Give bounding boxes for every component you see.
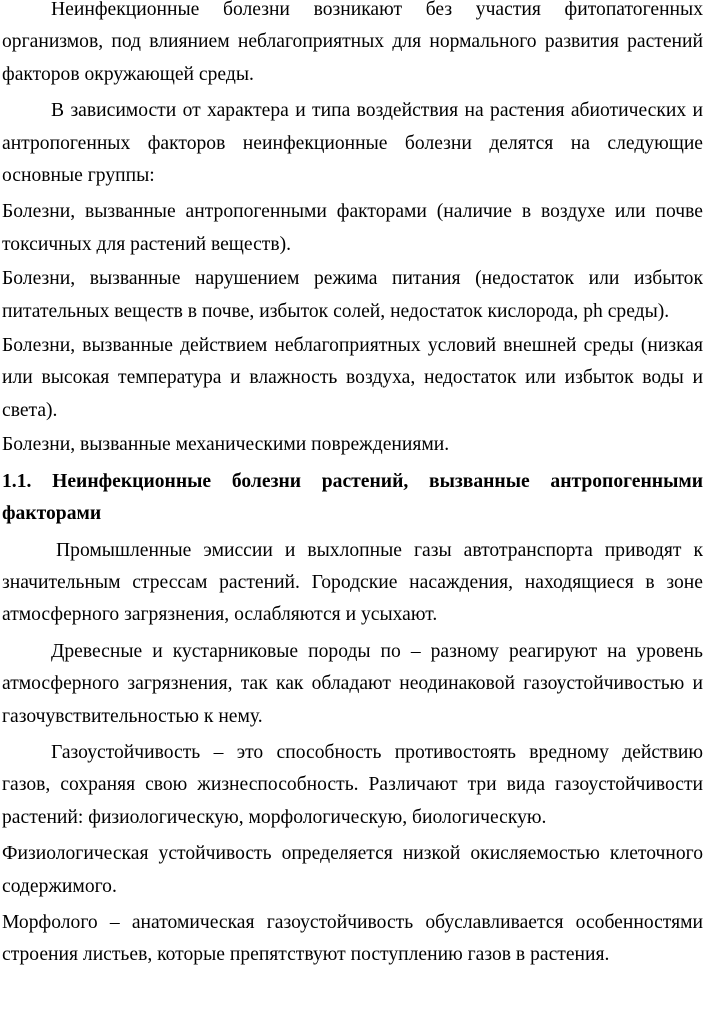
- paragraph-intro: Неинфекционные болезни возникают без участия фитопатогенных организмов, под влиянием неблагоприятных для нормального развития растений факторов окружающей среды.: [2, 0, 703, 85]
- paragraph-morphological: Морфолого – анатомическая газоустойчивость обуславливается особенностями строения листьев, которые препятствуют поступлению газов в растения.: [2, 911, 703, 966]
- section-heading: 1.1. Неинфекционные болезни растений, вызванные антропогенными факторами: [2, 470, 703, 525]
- list-item-anthropogenic: Болезни, вызванные антропогенными факторами (наличие в воздухе или почве токсичных для растений веществ).: [2, 201, 703, 255]
- list-item-environment: Болезни, вызванные действием неблагоприятных условий внешней среды (низкая или высокая температура и влажность воздуха, недостаток или избыток воды и света).: [2, 335, 703, 421]
- paragraph-gas-resistance: Газоустойчивость – это способность противостоять вредному действию газов, сохраняя свою жизнеспособность. Различают три вида газоустойчивости растений: физиологическую, морфологическую, биологическую.: [2, 741, 703, 828]
- list-item-mechanical: Болезни, вызванные механическими повреждениями.: [2, 434, 450, 456]
- list-item-nutrition: Болезни, вызванные нарушением режима питания (недостаток или избыток питательных веществ в почве, избыток солей, недостаток кислорода, ph среды).: [2, 268, 703, 322]
- paragraph-species-response: Древесные и кустарниковые породы по – разному реагируют на уровень атмосферного загрязнения, так как обладают неодинаковой газоустойчивостью и газочувствительностью к нему.: [2, 640, 703, 727]
- paragraph-emissions: Промышленные эмиссии и выхлопные газы автотранспорта приводят к значительным стрессам растений. Городские насаждения, находящиеся в зоне атмосферного загрязнения, ослабляются и усыхают.: [2, 539, 703, 626]
- paragraph-physiological: Физиологическая устойчивость определяется низкой окисляемостью клеточного содержимого.: [2, 843, 703, 897]
- paragraph-classification: В зависимости от характера и типа воздействия на растения абиотических и антропогенных факторов неинфекционные болезни делятся на следующие основные группы:: [2, 100, 703, 187]
